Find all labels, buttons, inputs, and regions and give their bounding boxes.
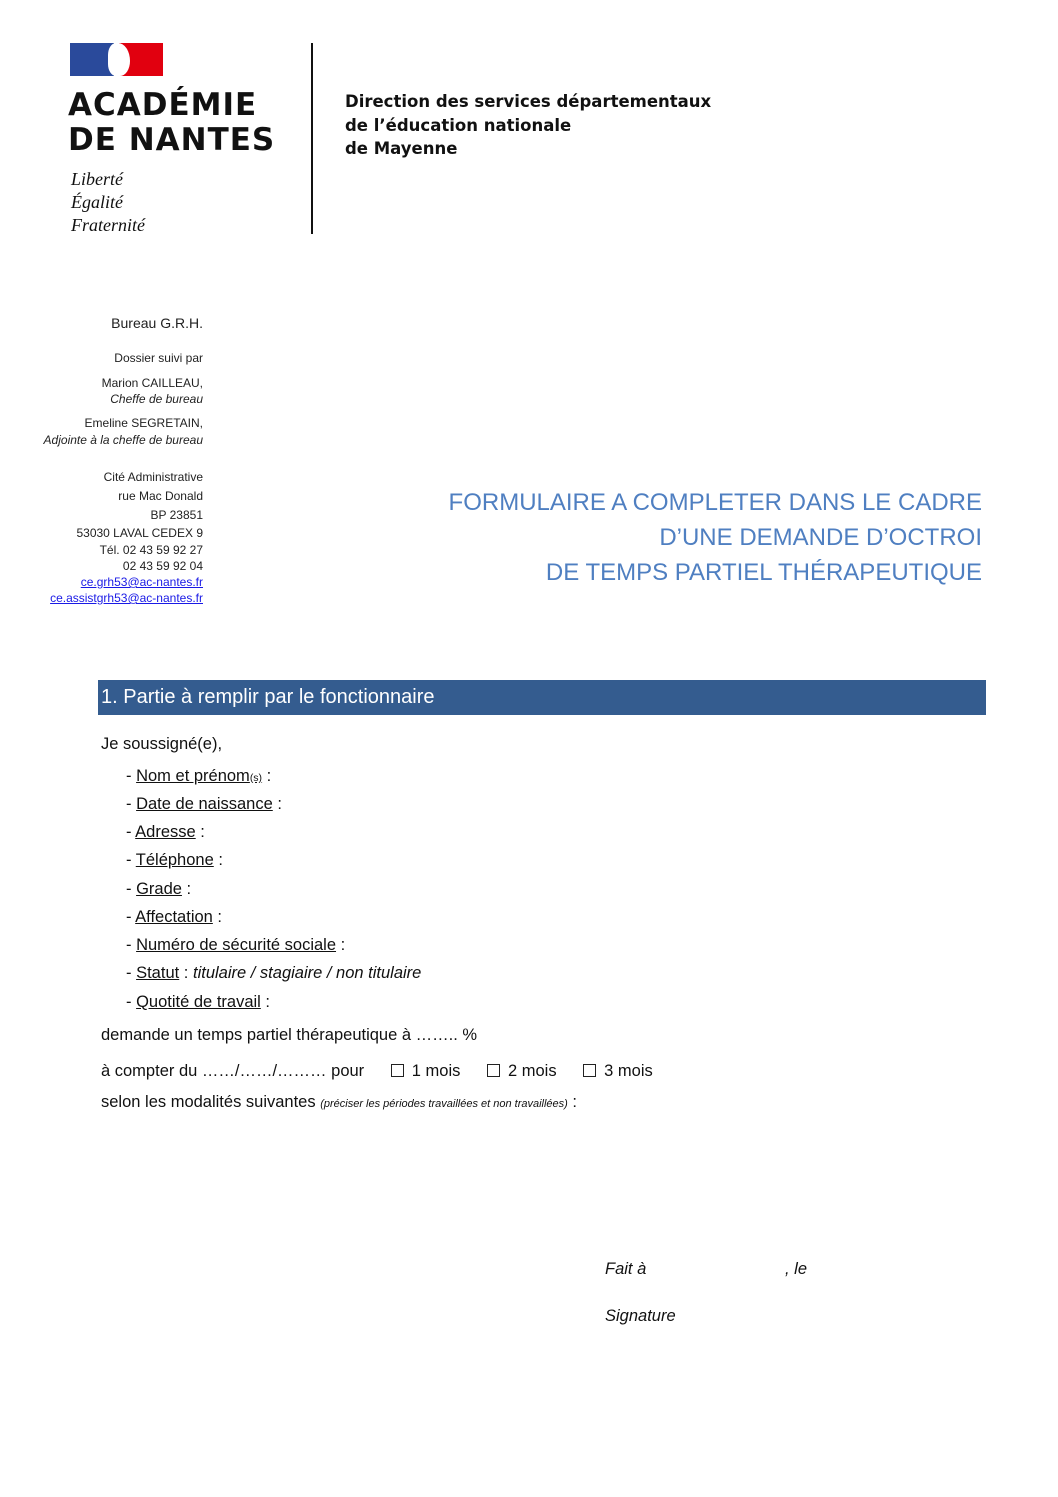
email-2-link[interactable]: ce.assistgrh53@ac-nantes.fr xyxy=(50,591,203,605)
address-line-1: Cité Administrative xyxy=(103,470,203,484)
service-line-3: de Mayenne xyxy=(345,139,458,158)
option-1-mois[interactable] xyxy=(391,1062,461,1080)
field-nom: - Nom et prénom(s) : xyxy=(126,767,272,785)
form-title xyxy=(449,485,982,590)
title-line-2: D’UNE DEMANDE D’OCTROI xyxy=(659,524,982,551)
intro-text: Je soussigné(e), xyxy=(101,735,223,753)
checkbox-1-mois[interactable] xyxy=(391,1064,404,1077)
title-line-1: FORMULAIRE A COMPLETER DANS LE CADRE xyxy=(448,489,982,516)
service-line-2: de l’éducation nationale xyxy=(345,115,572,135)
marianne-logo xyxy=(70,43,163,76)
label-nom-suffix: (s) xyxy=(249,772,263,784)
label-adresse: Adresse xyxy=(135,823,196,841)
le-label: , le xyxy=(785,1260,808,1278)
section-1-heading: 1. Partie à remplir par le fonctionnaire xyxy=(98,680,986,715)
fait-a: Fait à xyxy=(605,1260,647,1278)
modalites-line: selon les modalités suivantes (préciser les périodes travaillées et non travaillées) : xyxy=(101,1093,578,1111)
option-2-mois[interactable] xyxy=(487,1062,557,1080)
statut-options: titulaire / stagiaire / non titulaire xyxy=(192,964,422,982)
logo-academie: ACADÉMIE xyxy=(68,87,258,123)
service-name xyxy=(345,90,711,161)
modalites-text: selon les modalités suivantes xyxy=(101,1093,316,1111)
title-line-3: DE TEMPS PARTIEL THÉRAPEUTIQUE xyxy=(545,559,982,586)
option-3-mois[interactable] xyxy=(583,1062,653,1080)
label-statut: Statut xyxy=(136,964,180,982)
address-line-4: 53030 LAVAL CEDEX 9 xyxy=(76,526,203,540)
demande-text: demande un temps partiel thérapeutique à …….. % xyxy=(101,1026,478,1044)
label-nom: Nom et prénom xyxy=(136,767,250,785)
field-affectation: - Affectation : xyxy=(126,908,223,926)
checkbox-3-mois[interactable] xyxy=(583,1064,596,1077)
field-grade: - Grade : xyxy=(126,880,192,898)
label-secu: Numéro de sécurité sociale xyxy=(136,936,337,954)
contact2-role: Adjointe à la cheffe de bureau xyxy=(43,433,203,447)
email-1-link[interactable]: ce.grh53@ac-nantes.fr xyxy=(80,575,203,589)
label-quotite: Quotité de travail xyxy=(136,993,261,1011)
label-3-mois: 3 mois xyxy=(604,1062,653,1080)
contact2-name: Emeline SEGRETAIN, xyxy=(84,416,203,430)
label-2-mois: 2 mois xyxy=(507,1062,557,1080)
header-divider xyxy=(311,43,313,234)
field-statut: - Statut : titulaire / stagiaire / non titulaire xyxy=(126,964,422,982)
email-2-wrap xyxy=(50,590,203,607)
field-telephone: - Téléphone : xyxy=(126,851,223,869)
logo-nantes: DE NANTES xyxy=(68,122,276,158)
email-1-wrap xyxy=(81,574,203,591)
field-secu: - Numéro de sécurité sociale : xyxy=(126,936,346,954)
field-naissance: - Date de naissance : xyxy=(126,795,282,813)
label-naissance: Date de naissance xyxy=(136,795,273,813)
phone-1: Tél. 02 43 59 92 27 xyxy=(99,543,203,557)
motto-liberte: Liberté xyxy=(71,169,123,189)
modalites-note: (préciser les périodes travaillées et non travaillées) xyxy=(320,1098,568,1110)
checkbox-2-mois[interactable] xyxy=(487,1064,500,1077)
phone-2: 02 43 59 92 04 xyxy=(122,559,203,573)
followed-by: Dossier suivi par xyxy=(114,351,203,365)
compter-line xyxy=(101,1062,653,1081)
field-adresse: - Adresse : xyxy=(126,823,205,841)
contact1-name: Marion CAILLEAU, xyxy=(101,376,203,390)
field-quotite: - Quotité de travail : xyxy=(126,993,270,1011)
label-telephone: Téléphone xyxy=(135,851,214,869)
signature-label: Signature xyxy=(605,1307,676,1325)
bureau-name: Bureau G.R.H. xyxy=(111,315,203,331)
motto-fraternite: Fraternité xyxy=(71,215,145,235)
label-1-mois: 1 mois xyxy=(411,1062,461,1080)
motto-egalite: Égalité xyxy=(71,192,123,212)
address-line-2: rue Mac Donald xyxy=(118,489,203,503)
service-line-1: Direction des services départementaux xyxy=(345,92,712,111)
compter-text: à compter du ……/……/……… pour xyxy=(101,1062,365,1080)
label-grade: Grade xyxy=(136,880,182,898)
label-affectation: Affectation xyxy=(135,908,213,926)
address-line-3: BP 23851 xyxy=(150,508,203,522)
contact1-role: Cheffe de bureau xyxy=(110,392,203,406)
